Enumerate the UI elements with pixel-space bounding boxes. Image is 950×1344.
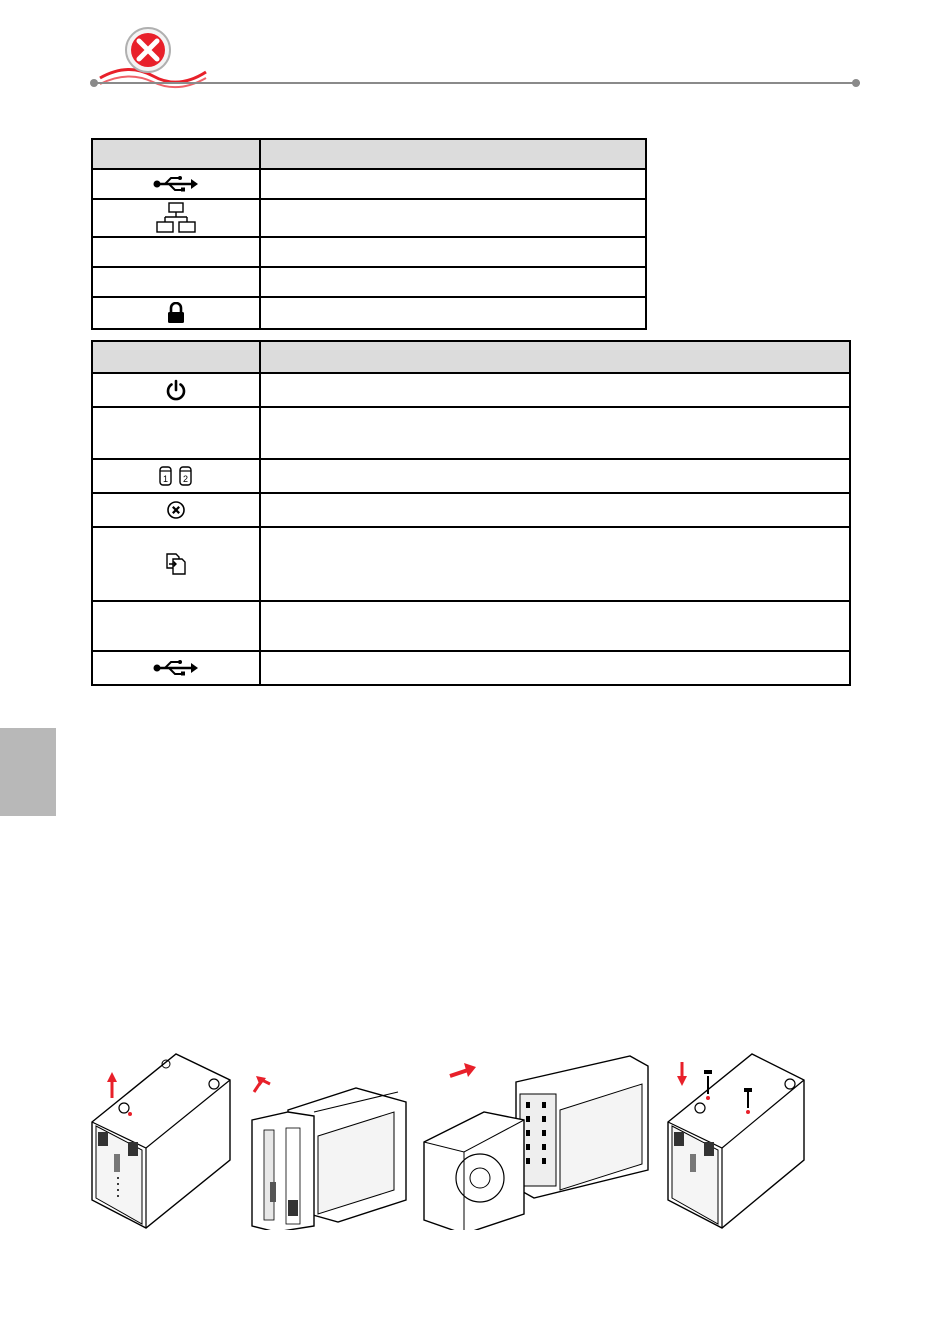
table-cell-icon: [92, 169, 260, 199]
table-cell-icon: [92, 459, 260, 493]
lock-icon: [167, 302, 185, 324]
usb-icon: [153, 660, 199, 676]
enclosure-step-1-remove-screw: [84, 1050, 236, 1230]
table-cell-text: [260, 459, 850, 493]
table-cell-text: [260, 407, 850, 459]
table-cell-text: [260, 601, 850, 651]
header-rule: [92, 82, 860, 84]
table-cell-text: [260, 651, 850, 685]
table-cell-text: [260, 199, 646, 237]
enclosure-step-4-reinsert-screws: [660, 1050, 810, 1230]
table-cell-text: [260, 493, 850, 527]
table-cell-icon: [92, 297, 260, 329]
header-rule-dot: [852, 79, 860, 87]
side-section-tab: [0, 728, 56, 816]
table-header-cell: [92, 139, 260, 169]
table-cell-icon: [92, 651, 260, 685]
power-icon: [165, 379, 187, 401]
table-header-cell: [260, 341, 850, 373]
table-cell-icon: [92, 237, 260, 267]
network-icon: [156, 202, 196, 234]
table-cell-text: [260, 237, 646, 267]
header-rule-dot: [90, 79, 98, 87]
enclosure-step-2-lift-cover: [248, 1050, 408, 1230]
table-cell-text: [260, 373, 850, 407]
enclosure-step-3-slide-out-drive: [420, 1050, 650, 1230]
error-x-icon: [166, 500, 186, 520]
table-cell-icon: [92, 373, 260, 407]
svg-text:1: 1: [162, 474, 169, 484]
table-cell-text: [260, 527, 850, 601]
table-cell-icon: [92, 527, 260, 601]
brand-logo: [98, 20, 208, 98]
table-header-cell: [92, 341, 260, 373]
front-panel-table: [91, 340, 851, 686]
table-cell-icon: [92, 407, 260, 459]
disk-1-2-icon: [158, 465, 194, 487]
table-cell-icon: [92, 601, 260, 651]
svg-text:2: 2: [182, 474, 189, 484]
table-cell-icon: [92, 493, 260, 527]
table-header-cell: [260, 139, 646, 169]
table-cell-text: [260, 169, 646, 199]
usb-icon: [153, 176, 199, 192]
rear-panel-table: [91, 138, 647, 330]
table-cell-text: [260, 297, 646, 329]
table-cell-icon: [92, 199, 260, 237]
table-cell-text: [260, 267, 646, 297]
table-cell-icon: [92, 267, 260, 297]
copy-icon: [164, 553, 188, 575]
